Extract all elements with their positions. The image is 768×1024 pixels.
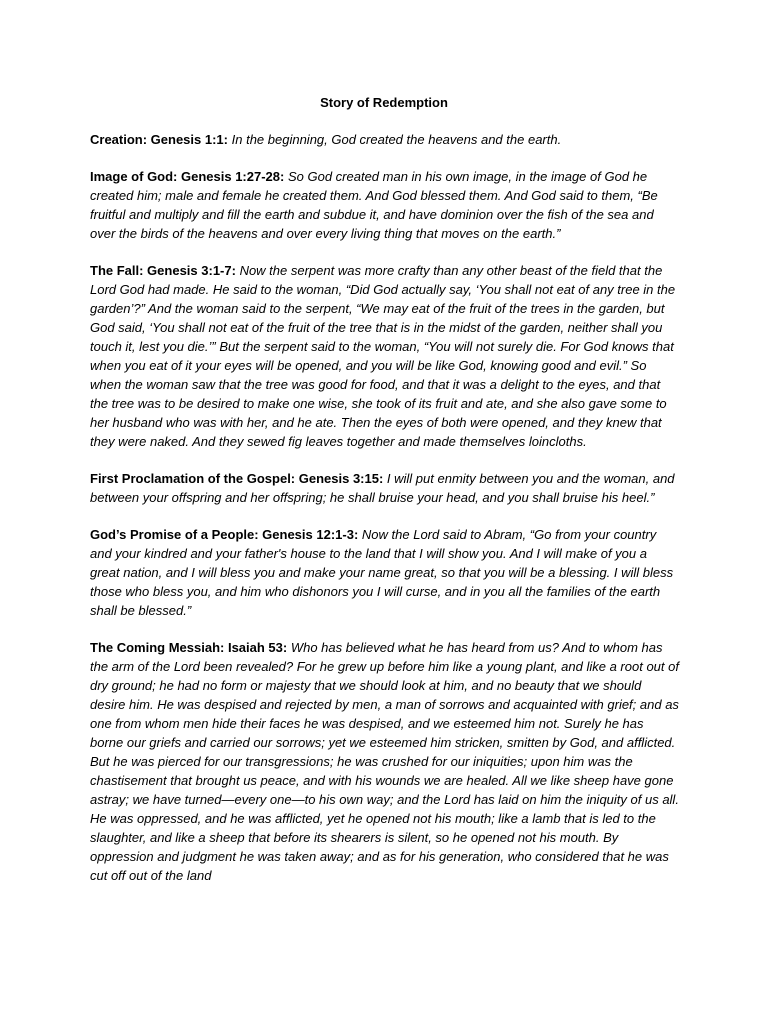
section-coming-messiah xyxy=(90,638,680,885)
section-first-proclamation xyxy=(90,469,680,507)
section-heading: God’s Promise of a People: Genesis 12:1-3: xyxy=(90,527,359,542)
section-verse: So God created man in his own image, in the image of God he created him; male and female he created them. And God blessed them. And God said to them, “Be fruitful and multiply and fill the earth and subdue it, and have dominion over the fish of the sea and over the birds of the heavens and over every living thing that moves on the earth.” xyxy=(90,169,658,241)
section-promise-of-people xyxy=(90,525,680,620)
section-verse: Now the serpent was more crafty than any other beast of the field that the Lord God had made. He said to the woman, “Did God actually say, ‘You shall not eat of any tree in the garden’?” And the woman said to the serpent, “We may eat of the fruit of the trees in the garden, but God said, ‘You shall not eat of the fruit of the tree that is in the midst of the garden, neither shall you touch it, lest you die.’” But the serpent said to the woman, “You will not surely die. For God knows that when you eat of it your eyes will be opened, and you will be like God, knowing good and evil.” So when the woman saw that the tree was good for food, and that it was a delight to the eyes, and that the tree was to be desired to make one wise, she took of its fruit and ate, and she also gave some to her husband who was with her, and he ate. Then the eyes of both were opened, and they knew that they were naked. And they sewed fig leaves together and made themselves loincloths. xyxy=(90,263,676,449)
section-heading: Creation: Genesis 1:1: xyxy=(90,132,228,147)
section-heading: The Fall: Genesis 3:1-7: xyxy=(90,263,236,278)
section-image-of-god xyxy=(90,167,680,243)
section-verse: I will put enmity between you and the woman, and between your offspring and her offspring; he shall bruise your head, and you shall bruise his heel.” xyxy=(90,471,675,505)
section-heading: The Coming Messiah: Isaiah 53: xyxy=(90,640,288,655)
section-creation xyxy=(90,130,680,149)
document-title: Story of Redemption xyxy=(320,95,448,110)
section-the-fall xyxy=(90,261,680,451)
section-heading: First Proclamation of the Gospel: Genesis 3:15: xyxy=(90,471,384,486)
document-body xyxy=(90,130,680,903)
section-verse: In the beginning, God created the heavens and the earth. xyxy=(231,132,562,147)
section-verse: Who has believed what he has heard from us? And to whom has the arm of the Lord been revealed? For he grew up before him like a young plant, and like a root out of dry ground; he had no form or majesty that we should look at him, and no beauty that we should desire him. He was despised and rejected by men, a man of sorrows and acquainted with grief; and as one from whom men hide their faces he was despised, and we esteemed him not. Surely he has borne our griefs and carried our sorrows; yet we esteemed him stricken, smitten by God, and afflicted. But he was pierced for our transgressions; he was crushed for our iniquities; upon him was the chastisement that brought us peace, and with his wounds we are healed. All we like sheep have gone astray; we have turned—every one—to his own way; and the Lord has laid on him the iniquity of us all. He was oppressed, and he was afflicted, yet he opened not his mouth; like a lamb that is led to the slaughter, and like a sheep that before its shearers is silent, so he opened not his mouth. By oppression and judgment he was taken away; and as for his generation, who considered that he was cut off out of the land xyxy=(90,640,679,883)
section-verse: Now the Lord said to Abram, “Go from your country and your kindred and your father's house to the land that I will show you. And I will make of you a great nation, and I will bless you and make your name great, so that you will be a blessing. I will bless those who bless you, and him who dishonors you I will curse, and in you all the families of the earth shall be blessed.” xyxy=(90,527,674,618)
section-heading: Image of God: Genesis 1:27-28: xyxy=(90,169,285,184)
